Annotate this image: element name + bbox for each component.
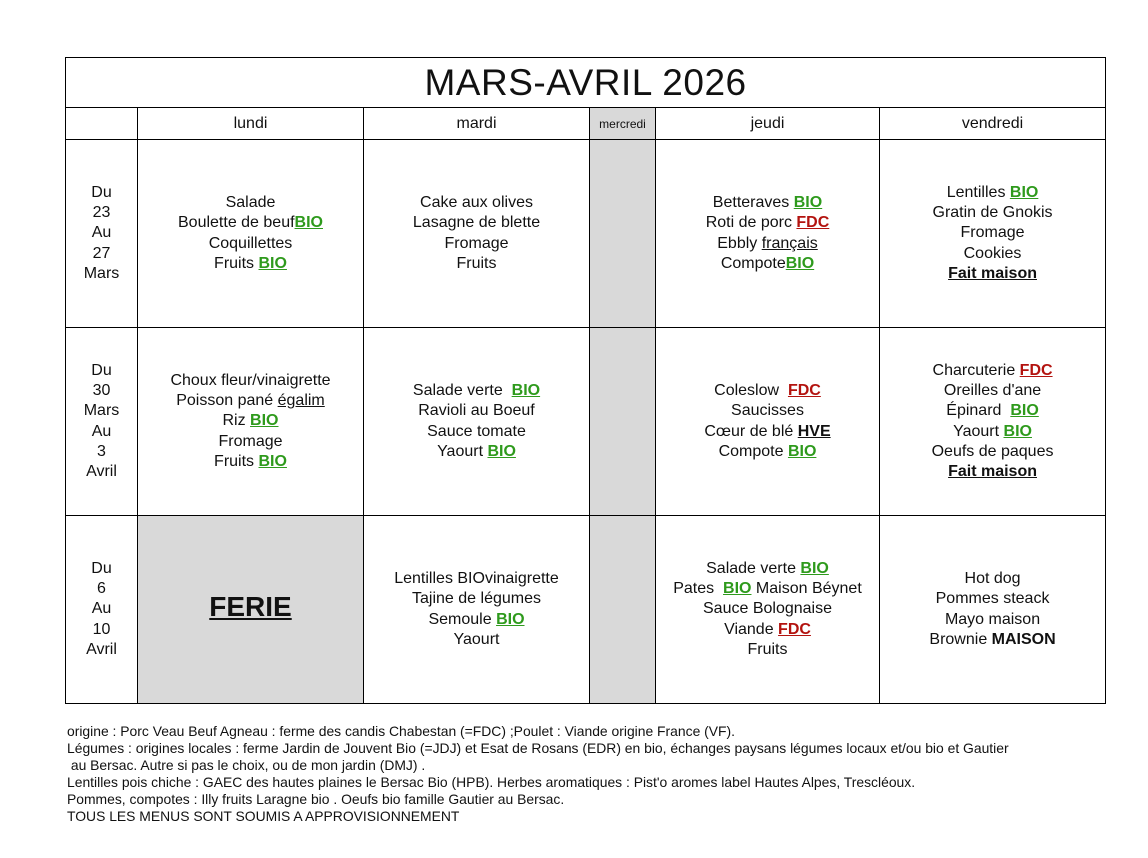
menu-item [656,559,879,579]
dish-text: Yaourt [953,422,1004,440]
dish-text: Lentilles [946,183,1010,201]
date-line: Au [91,224,112,242]
menu-cell-mercredi [590,328,656,516]
menu-item [364,254,589,274]
menu-item [364,234,589,254]
bio-label: BIO [294,214,323,232]
menu-item [656,254,879,274]
dish-text: Mayo maison [944,610,1041,628]
menu-cell-mercredi [590,516,656,704]
dish-text: Oeufs de paques [931,442,1054,460]
menu-item [880,422,1105,442]
dish-text: Riz [222,412,251,430]
dish-text: Lentilles BIOvinaigrette [394,569,559,587]
dish-text: Épinard [946,402,1011,420]
dish-text: Coquillettes [208,234,293,252]
menu-item [880,244,1105,264]
menu-cell-vendredi [880,328,1106,516]
fdc-label: FDC [1019,361,1053,379]
menu-cell-mardi [364,516,590,704]
dish-text: Fruits [747,640,788,658]
dish-text: Cookies [963,244,1022,262]
note-line: origine : Porc Veau Beuf Agneau : ferme des candis Chabestan (=FDC) ;Poulet : Viande origine France (VF). [67,723,736,739]
date-line: Mars [83,402,120,420]
note-line: Légumes : origines locales : ferme Jardin de Jouvent Bio (=JDJ) et Esat de Rosans (EDR) en bio, échanges paysans légumes locaux et/ou bio et Gautier [67,740,1009,756]
dish-text: Roti de porc [705,214,797,232]
dish-text: Coleslow [714,381,788,399]
menu-item [656,442,879,462]
week-row-1 [66,140,1106,328]
dish-text: Cœur de blé [704,422,798,440]
menu-item [364,442,589,462]
date-line: Avril [86,640,117,658]
dish-text: Sauce tomate [427,422,526,440]
menu-cell-jeudi [656,516,880,704]
dish-text: Viande [724,620,779,638]
dish-text: Sauce Bolognaise [703,600,832,618]
menu-item [656,401,879,421]
menu-item [364,381,589,401]
origin-label: égalim [277,392,325,410]
dish-text: Cake aux olives [420,193,533,211]
day-header-mercredi: mercredi [590,108,656,140]
date-line: Au [91,600,112,618]
bio-label: BIO [793,193,823,211]
note-line: Pommes, compotes : Illy fruits Laragne bio . Oeufs bio famille Gautier au Bersac. [67,791,565,807]
fdc-label: FDC [778,620,811,638]
bio-label: BIO [1009,183,1039,201]
menu-item [656,234,879,254]
dish-text: Salade [225,193,276,211]
holiday-cell [138,516,364,704]
week-dates [66,140,138,328]
menu-item [656,620,879,640]
note-line: Lentilles pois chiche : GAEC des hautes plaines le Bersac Bio (HPB). Herbes aromatiques : Pist'o aromes label Hautes Alpes, Trescléoux. [67,774,916,790]
menu-cell-jeudi [656,140,880,328]
menu-item [880,442,1105,462]
bio-label: BIO [250,412,279,430]
menu-item [364,213,589,233]
bio-label: BIO [785,254,815,272]
menu-item [656,640,879,660]
menu-cell-lundi [138,140,364,328]
bio-label: BIO [1010,402,1039,420]
menu-item [656,599,879,619]
menu-item [138,254,363,274]
dish-text: Yaourt [437,442,488,460]
menu-item [364,630,589,650]
date-line: Du [91,183,112,201]
day-header-lundi: lundi [138,108,364,140]
menu-item [364,422,589,442]
menu-item [880,223,1105,243]
dish-text: Salade verte [412,381,512,399]
dish-text: Charcuterie [932,361,1020,379]
menu-item [880,610,1105,630]
week-row-2 [66,328,1106,516]
date-line: Du [91,559,112,577]
bio-label: BIO [258,452,287,470]
menu-cell-mercredi [590,140,656,328]
week-dates [66,328,138,516]
menu-item [656,579,879,599]
dish-text: Fruits [214,254,259,272]
dish-text: Ebbly [717,234,762,252]
date-line: Du [91,361,112,379]
menu-table [65,57,1106,704]
menu-item [880,462,1105,482]
menu-item [138,193,363,213]
label-badge: Fait maison [948,264,1037,282]
dish-text: Salade verte [706,559,801,577]
dish-text: Compote [720,254,786,272]
bio-label: BIO [487,442,516,460]
day-header-jeudi: jeudi [656,108,880,140]
sourcing-notes [67,723,1107,825]
menu-item [138,452,363,472]
bio-label: BIO [1003,422,1032,440]
menu-item [880,401,1105,421]
date-line: Avril [86,463,117,481]
date-line: Au [91,422,112,440]
dish-text: Lasagne de blette [412,214,541,232]
menu-item [880,264,1105,284]
dish-text: Ravioli au Boeuf [418,402,535,420]
label-badge: Fait maison [948,463,1037,481]
dish-text: Fruits [214,452,259,470]
origin-label: français [761,234,818,252]
menu-item [138,391,363,411]
dish-text: Saucisses [731,402,804,420]
dish-text: Betteraves [712,193,794,211]
maison-label: MAISON [991,630,1056,648]
day-header-mardi: mardi [364,108,590,140]
label-badge: HVE [797,422,831,440]
dish-text: Gratin de Gnokis [932,204,1053,222]
dish-text: Semoule [428,610,497,628]
menu-item [656,193,879,213]
menu-cell-mardi [364,140,590,328]
menu-item [656,213,879,233]
bio-label: BIO [787,442,817,460]
corner-cell [66,108,138,140]
menu-item [364,589,589,609]
menu-item [138,213,363,233]
menu-cell-vendredi [880,516,1106,704]
dish-text: Poisson pané [176,392,278,410]
dish-text: Oreilles d'ane [943,381,1042,399]
menu-item [656,422,879,442]
dish-text: Boulette de beuf [178,214,295,232]
fdc-label: FDC [787,381,821,399]
bio-label: BIO [800,559,829,577]
menu-item [880,630,1105,650]
page-title: MARS-AVRIL 2026 [66,58,1106,108]
date-line: 6 [97,580,106,598]
bio-label: BIO [723,580,752,598]
menu-item [364,610,589,630]
menu-item [880,381,1105,401]
dish-text: Compote [718,442,788,460]
dish-text: Fromage [960,224,1025,242]
menu-item [880,569,1105,589]
dish-text: Pates [673,580,724,598]
menu-item [880,589,1105,609]
menu-item [364,569,589,589]
dish-text: Fromage [218,432,283,450]
dish-text: Choux fleur/vinaigrette [170,371,331,389]
menu-item [138,371,363,391]
menu-item [138,432,363,452]
menu-item [364,401,589,421]
note-line: TOUS LES MENUS SONT SOUMIS A APPROVISIONNEMENT [67,808,460,824]
week-dates [66,516,138,704]
dish-text: Maison Béynet [751,580,862,598]
dish-text: Fromage [444,234,509,252]
date-line: Mars [83,264,120,282]
dish-text: Hot dog [964,569,1021,587]
menu-item [364,193,589,213]
menu-item [880,183,1105,203]
fdc-label: FDC [796,214,830,232]
dish-text: Yaourt [453,630,500,648]
holiday-label: FERIE [209,590,292,622]
week-row-3 [66,516,1106,704]
date-line: 3 [97,442,106,460]
bio-label: BIO [258,254,287,272]
day-header-vendredi: vendredi [880,108,1106,140]
date-line: 10 [92,620,111,638]
dish-text: Brownie [929,630,992,648]
menu-item [880,203,1105,223]
menu-cell-vendredi [880,140,1106,328]
menu-cell-mardi [364,328,590,516]
menu-item [656,381,879,401]
menu-item [138,411,363,431]
bio-label: BIO [496,610,525,628]
note-line: au Bersac. Autre si pas le choix, ou de mon jardin (DMJ) . [67,757,426,773]
menu-item [880,361,1105,381]
date-line: 23 [92,204,111,222]
date-line: 30 [92,381,111,399]
dish-text: Tajine de légumes [412,590,541,608]
menu-item [138,234,363,254]
dish-text: Pommes steack [935,590,1050,608]
bio-label: BIO [511,381,541,399]
date-line: 27 [92,244,111,262]
dish-text: Fruits [456,254,497,272]
menu-cell-jeudi [656,328,880,516]
menu-cell-lundi [138,328,364,516]
